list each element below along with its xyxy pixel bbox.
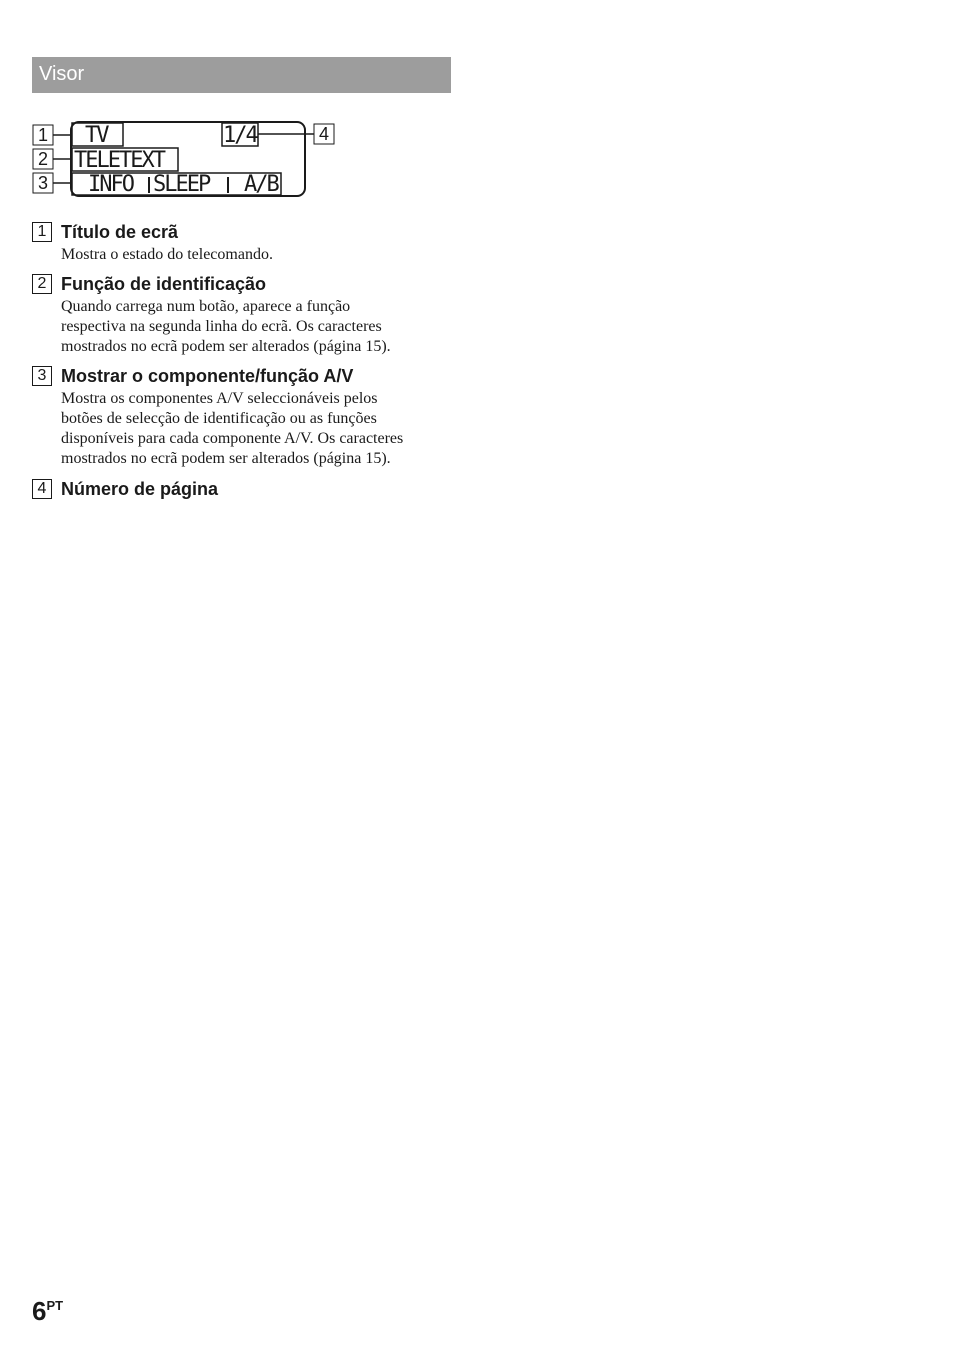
lcd-component-text: SLEEP bbox=[153, 172, 210, 197]
section-header bbox=[32, 57, 451, 93]
lcd-diagram-svg bbox=[28, 116, 348, 202]
lcd-page-text: 1/4 bbox=[223, 123, 257, 148]
callout-3: 3 bbox=[37, 173, 49, 193]
item-title: Mostrar o componente/função A/V bbox=[61, 366, 354, 386]
lcd-display-diagram bbox=[28, 116, 348, 202]
description-line: Quando carrega num botão, aparece a função bbox=[61, 298, 351, 315]
lcd-function-text: TELETEXT bbox=[74, 148, 164, 173]
page-number-value: 6 bbox=[32, 1296, 47, 1326]
callout-1: 1 bbox=[37, 125, 49, 145]
item-description bbox=[61, 297, 461, 357]
item-description bbox=[61, 245, 461, 265]
page-number-suffix: PT bbox=[46, 1298, 64, 1313]
item-title: Número de página bbox=[61, 479, 219, 499]
item-title: Função de identificação bbox=[61, 274, 267, 294]
description-line: botões de selecção de identificação ou as funções bbox=[61, 410, 377, 427]
description-line: mostrados no ecrã podem ser alterados (página 15). bbox=[61, 338, 391, 355]
description-line: disponíveis para cada componente A/V. Os caracteres bbox=[61, 430, 404, 447]
description-item-1 bbox=[32, 221, 461, 265]
item-header bbox=[32, 478, 218, 500]
lcd-component-text: A/B bbox=[244, 172, 278, 197]
callout-4: 4 bbox=[318, 124, 330, 144]
callout-2: 2 bbox=[37, 149, 49, 169]
description-line: mostrados no ecrã podem ser alterados (página 15). bbox=[61, 450, 391, 467]
item-header bbox=[32, 221, 461, 243]
lcd-component-text: INFO bbox=[88, 172, 133, 197]
description-item-3 bbox=[32, 365, 461, 469]
item-header bbox=[32, 365, 461, 387]
description-line: Mostra os componentes A/V seleccionáveis pelos bbox=[61, 390, 378, 407]
description-line: Mostra o estado do telecomando. bbox=[61, 246, 273, 263]
description-line: respectiva na segunda linha do ecrã. Os caracteres bbox=[61, 318, 382, 335]
item-number: 1 bbox=[32, 222, 52, 242]
item-number: 4 bbox=[32, 479, 52, 499]
lcd-title-text: TV bbox=[85, 123, 108, 148]
description-item-4 bbox=[32, 478, 218, 500]
item-number: 3 bbox=[32, 366, 52, 386]
item-description bbox=[61, 389, 461, 469]
item-header bbox=[32, 273, 461, 295]
item-number: 2 bbox=[32, 274, 52, 294]
description-item-2 bbox=[32, 273, 461, 357]
section-title: Visor bbox=[39, 63, 85, 85]
item-title: Título de ecrã bbox=[61, 222, 179, 242]
page-number bbox=[32, 1296, 63, 1327]
